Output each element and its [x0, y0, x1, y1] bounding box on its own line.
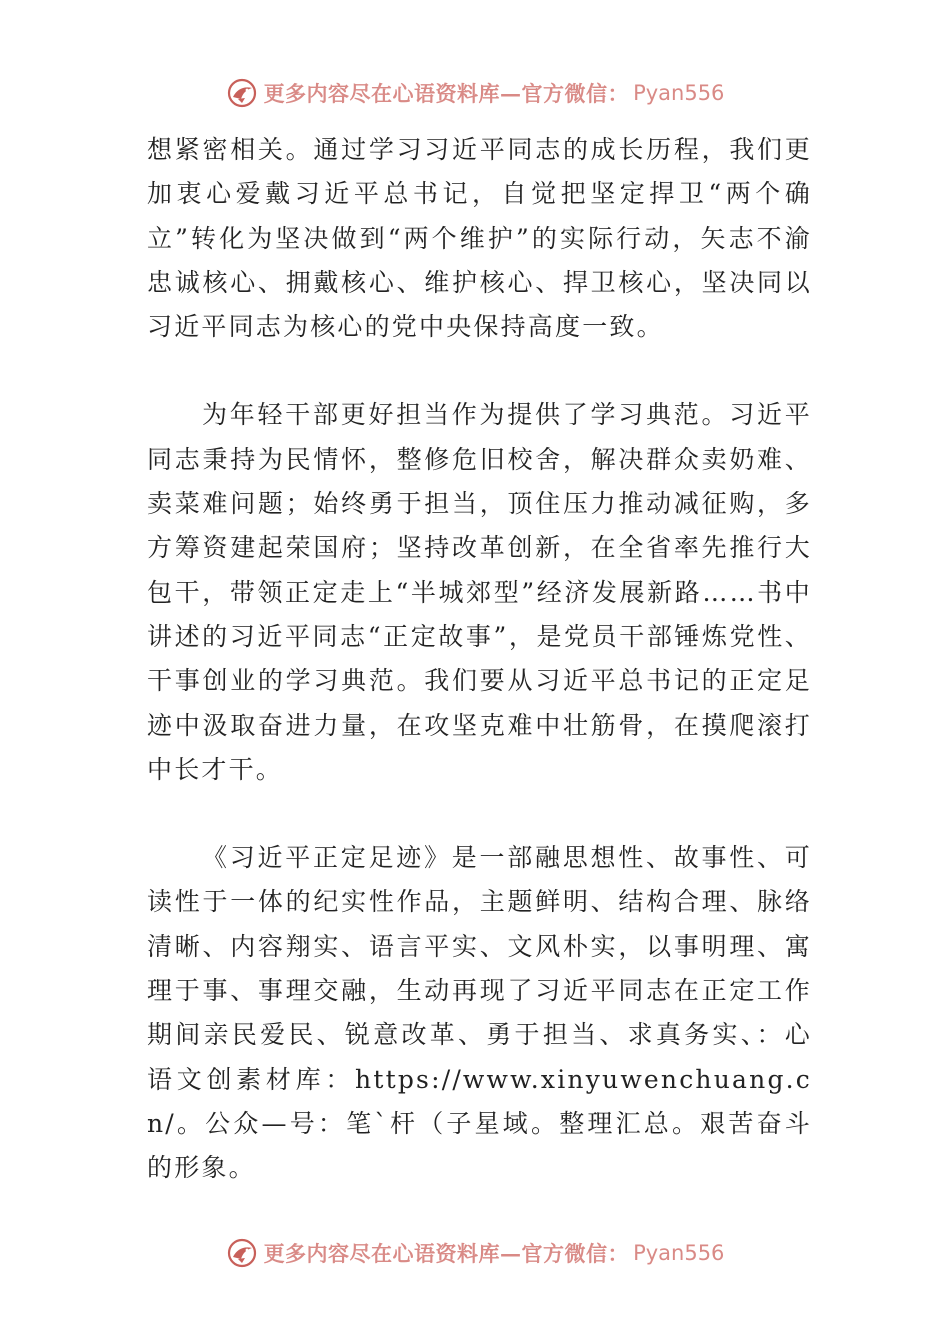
paragraph-spacer: [147, 349, 812, 393]
bird-logo-icon: [226, 1237, 258, 1269]
bird-logo-icon: [226, 77, 258, 109]
paragraph-1: 想紧密相关。通过学习习近平同志的成长历程，我们更加衷心爱戴习近平总书记，自觉把坚定捍卫“两个确立”转化为坚决做到“两个维护”的实际行动，矢志不渝忠诚核心、拥戴核心、维护核心、捍卫核心，坚决同以习近平同志为核心的党中央保持高度一致。: [147, 135, 812, 342]
banner-text: 更多内容尽在心语资料库—官方微信：: [263, 81, 630, 106]
paragraph-2: 为年轻干部更好担当作为提供了学习典范。习近平同志秉持为民情怀，整修危旧校舍，解决群众卖奶难、卖菜难问题；始终勇于担当，顶住压力推动减征购，多方筹资建起荣国府；坚持改革创新，在全省率先推行大包干，带领正定走上“半城郊型”经济发展新路……书中讲述的习近平同志“正定故事”，是党员干部锤炼党性、干事创业的学习典范。我们要从习近平总书记的正定足迹中汲取奋进力量，在攻坚克难中壮筋骨，在摸爬滚打中长才干。: [147, 400, 812, 784]
paragraph-3: 《习近平正定足迹》是一部融思想性、故事性、可读性于一体的纪实性作品，主题鲜明、结构合理、脉络清晰、内容翔实、语言平实、文风朴实，以事明理、寓理于事、事理交融，生动再现了习近平同志在正定工作期间亲民爱民、锐意改革、勇于担当、求真务实、：心语文创素材库：https://www.xinyuwenchuang.cn/。公众—号：笔`杆（子星域。整理汇总。艰苦奋斗的形象。: [147, 843, 812, 1183]
document-body: [147, 128, 812, 1191]
paragraph-spacer: [147, 792, 812, 836]
banner-wechat-id: Pyan556: [633, 1241, 725, 1265]
footer-watermark-banner: [0, 1233, 950, 1273]
header-watermark-banner: [0, 73, 950, 113]
banner-text: 更多内容尽在心语资料库—官方微信：: [263, 1241, 630, 1266]
banner-wechat-id: Pyan556: [633, 81, 725, 105]
